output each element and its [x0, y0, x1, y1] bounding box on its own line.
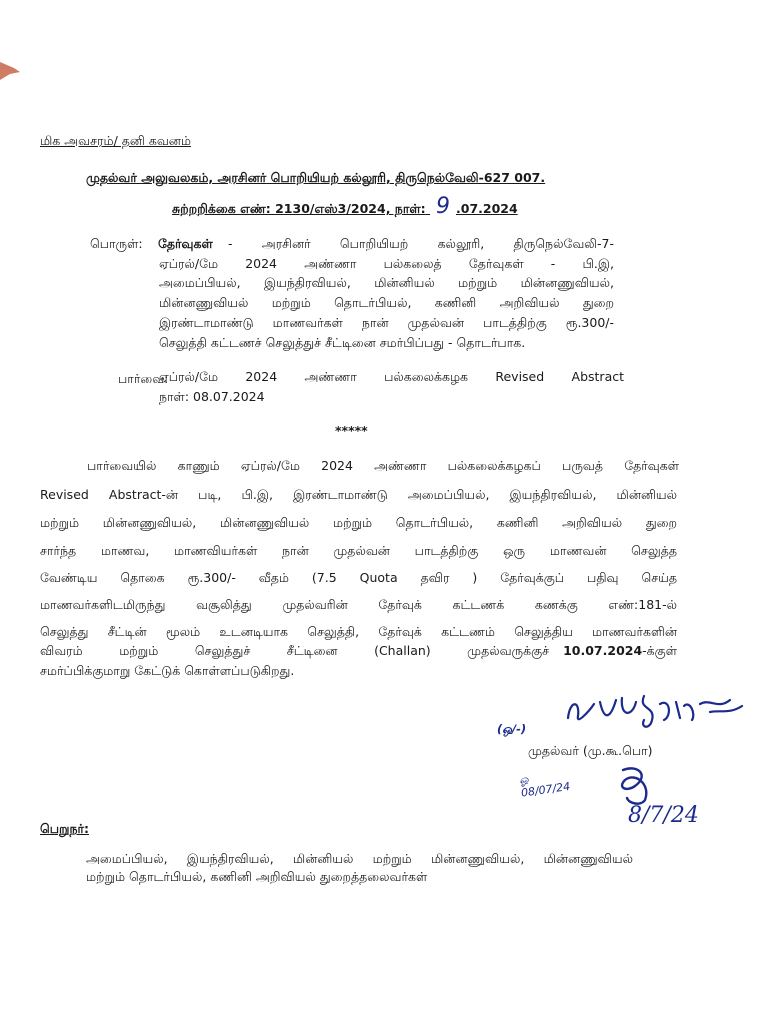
edge-mark	[0, 58, 22, 84]
recipients-label: பெறுநர்:	[40, 821, 90, 836]
body-line-with-deadline	[40, 643, 677, 660]
priority-note: மிக அவசரம்/ தனி கவனம்	[40, 133, 191, 148]
subject-line: இரண்டாமாண்டு மாணவர்கள் நான் முதல்வன் பாடத்திற்கு ரூ.300/-	[159, 315, 614, 330]
deadline-suffix: -க்குள்	[642, 643, 677, 658]
circular-suffix: .07.2024	[456, 201, 518, 216]
body-line: சார்ந்த மாணவ, மாணவியர்கள் நான் முதல்வன் பாடத்திற்கு ஒரு மாணவன் செலுத்த	[40, 543, 677, 558]
subject-line: - அரசினர் பொறியியற் கல்லூரி, திருநெல்வேலி-7-	[228, 236, 614, 251]
reference-label: பார்வை:	[118, 371, 169, 386]
signatory-designation: முதல்வர் (மு.கூ.பொ)	[528, 743, 653, 758]
deadline-date	[563, 643, 677, 660]
subject-line: அமைப்பியல், இயந்திரவியல், மின்னியல் மற்றும் மின்னணுவியல்,	[159, 275, 614, 290]
body-line: விவரம் மற்றும் செலுத்துச் சீட்டினை (Challan) முதல்வருக்குச்	[40, 643, 550, 658]
body-line: வேண்டிய தொகை ரூ.300/- வீதம் (7.5 Quota தவிர ) தேர்வுக்குப் பதிவு செய்த	[40, 570, 677, 585]
body-line: Revised Abstract-ன் படி, பி.இ, இரண்டாமாண்டு அமைப்பியல், இயந்திரவியல், மின்னியல்	[40, 487, 677, 502]
office-heading: முதல்வர் அலுவலகம், அரசினர் பொறியியற் கல்லூரி, திருநெல்வேலி-627 007.	[86, 170, 546, 185]
circular-prefix: சுற்றறிக்கை எண்: 2130/எஸ்3/2024, நாள்:	[172, 201, 426, 216]
separator: *****	[335, 423, 368, 438]
sub-initial: ஓ 08/07/24	[518, 772, 571, 800]
deadline-value: 10.07.2024	[563, 643, 643, 658]
recipients-line: மற்றும் தொடர்பியல், கணினி அறிவியல் துறைத்தலைவர்கள்	[86, 869, 428, 884]
subject-line: ஏப்ரல்/மே 2024 அண்ணா பல்கலைத் தேர்வுகள் - பி.இ,	[159, 256, 614, 271]
subject-line: மின்னணுவியல் மற்றும் தொடர்பியல், கணினி அறிவியல் துறை	[159, 295, 614, 310]
subject-label: பொருள்:	[90, 236, 143, 251]
body-line: செலுத்து சீட்டின் மூலம் உடனடியாக செலுத்தி, தேர்வுக் கட்டணம் செலுத்திய மாணவர்களின்	[40, 624, 677, 639]
subject-heading: தேர்வுகள்	[158, 236, 213, 251]
body-line: பார்வையில் காணும் ஏப்ரல்/மே 2024 அண்ணா பல்கலைக்கழகப் பருவத் தேர்வுகள்	[87, 458, 679, 473]
body-line: மாணவர்களிடமிருந்து வசூலித்து முதல்வரின் தேர்வுக் கட்டணக் கணக்கு எண்:181-ல்	[40, 597, 677, 612]
date-signature: 8/7/24	[628, 803, 699, 828]
subject-line: செலுத்தி கட்டணச் செலுத்துச் சீட்டினை சமர்பிப்பது - தொடர்பாக.	[159, 335, 526, 350]
reference-line: ஏப்ரல்/மே 2024 அண்ணா பல்கலைக்கழக Revised Abstract	[159, 369, 624, 384]
circular-number	[172, 194, 518, 219]
reference-date: நாள்: 08.07.2024	[159, 389, 265, 404]
recipients-line: அமைப்பியல், இயந்திரவியல், மின்னியல் மற்றும் மின்னணுவியல், மின்னணுவியல்	[86, 851, 633, 866]
body-line: மற்றும் மின்னணுவியல், மின்னணுவியல் மற்றும் தொடர்பியல், கணினி அறிவியல் துறை	[40, 515, 677, 530]
body-line: சமர்ப்பிக்குமாறு கேட்டுக் கொள்ளப்படுகிறது.	[40, 663, 295, 678]
handwritten-signature	[560, 690, 750, 736]
date-signature-scribble	[605, 764, 665, 806]
circular-day: 9	[436, 194, 450, 219]
initial-mark: (ஒ/-)	[497, 722, 527, 736]
